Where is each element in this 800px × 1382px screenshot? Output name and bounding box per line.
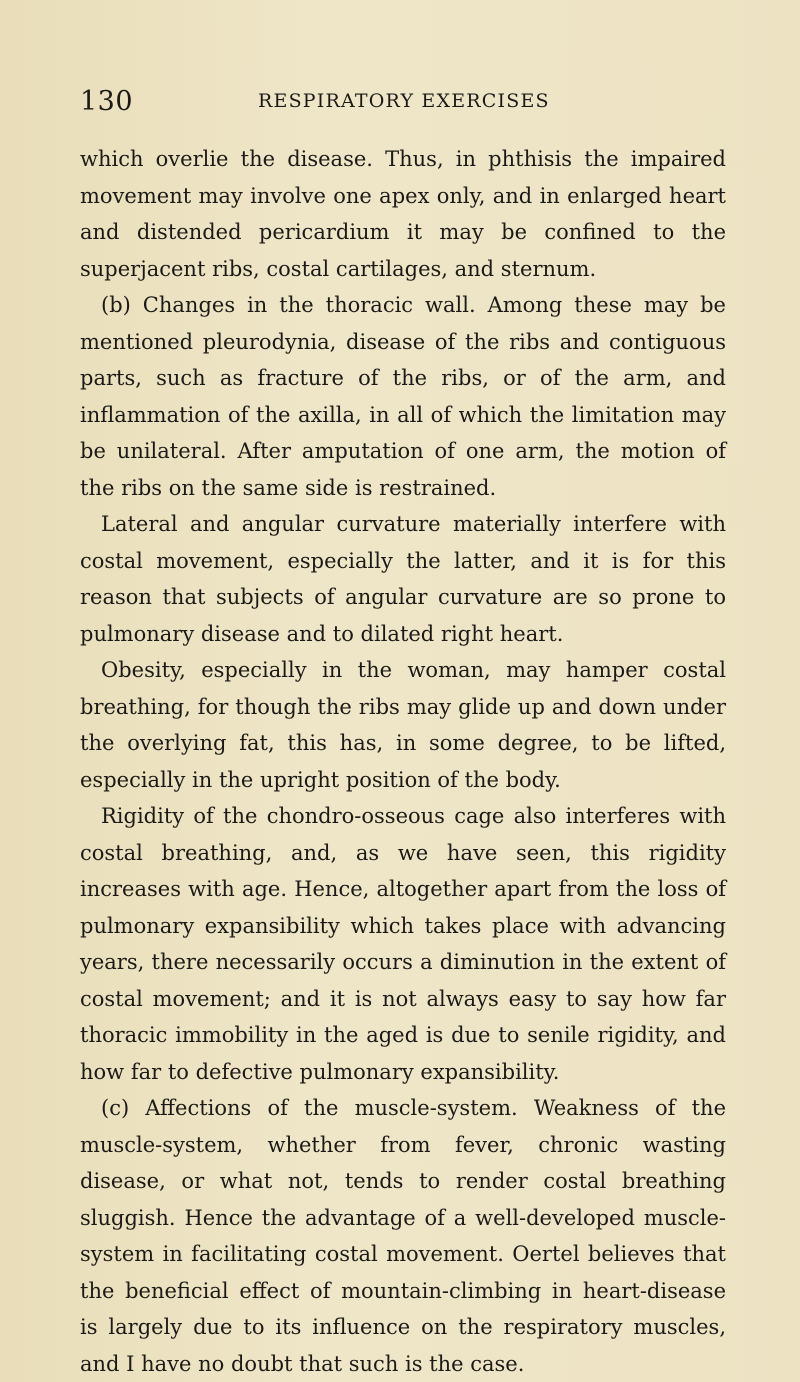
running-title: RESPIRATORY EXERCISES	[258, 90, 550, 112]
paragraph-rigidity: Rigidity of the chondro-osseous cage also interferes with costal breathing, and, as we have seen, this rigidity increases with age. Hence, altogether apart from the loss of pulmonary expansibility which takes place with advancing years, there necessarily occurs a diminution in the extent of costal movement; and it is not always easy to say how far thoracic immobility in the aged is due to senile rigidity, and how far to defective pulmonary expansibility.	[80, 804, 726, 1084]
paragraph-continuation: which overlie the disease. Thus, in phthisis the impaired movement may involve one apex only, and in enlarged heart and distended pericardium it may be confined to the superjacent ribs, costal cartilages, and sternum.	[80, 147, 726, 281]
book-page	[80, 86, 726, 1376]
page-number: 130	[80, 86, 134, 117]
running-head	[80, 86, 726, 126]
paragraph-obesity: Obesity, especially in the woman, may hamper costal breathing, for though the ribs may glide up and down under the overlying fat, this has, in some degree, to be lifted, especially in the upright position of the body.	[80, 658, 726, 792]
paragraph-thoracic-wall: (b) Changes in the thoracic wall. Among these may be mentioned pleurodynia, disease of the ribs and contiguous parts, such as fracture of the ribs, or of the arm, and inflammation of the axilla, in all of which the limitation may be unilateral. After amputation of one arm, the motion of the ribs on the same side is restrained.	[80, 293, 726, 500]
body-text	[80, 141, 726, 1382]
paragraph-curvature: Lateral and angular curvature materially interfere with costal movement, especially the latter, and it is for this reason that subjects of angular curvature are so prone to pulmonary disease and to dilated right heart.	[80, 512, 726, 646]
paragraph-muscle-system: (c) Affections of the muscle-system. Weakness of the muscle-system, whether from fever, chronic wasting disease, or what not, tends to render costal breathing sluggish. Hence the advantage of a well-developed muscle-system in facilitating costal movement. Oertel believes that the beneficial effect of mountain-climbing in heart-disease is largely due to its influence on the respiratory muscles, and I have no doubt that such is the case.	[80, 1096, 726, 1376]
